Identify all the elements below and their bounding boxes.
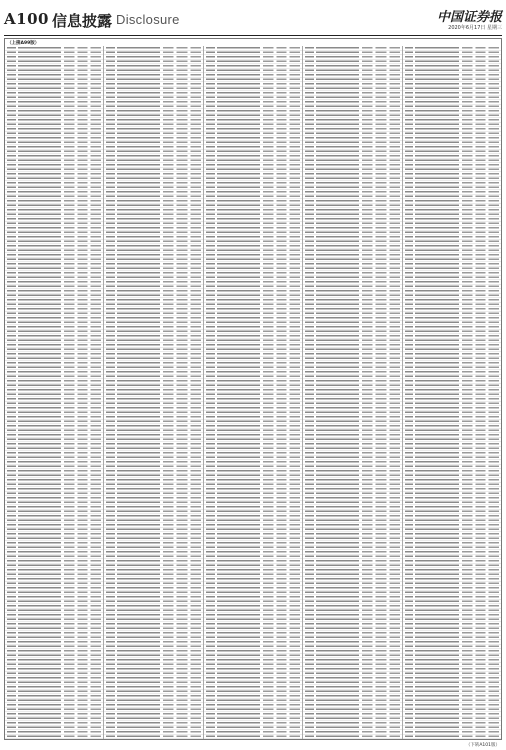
fund-codes xyxy=(206,46,215,739)
newspaper-logo: 中国证券报 xyxy=(436,10,502,25)
section-title-en: Disclosure xyxy=(116,12,180,27)
section-title-cn: 信息披露 xyxy=(52,12,113,30)
table-column xyxy=(402,46,501,739)
fund-names xyxy=(217,46,260,739)
header-rule xyxy=(4,35,502,36)
masthead xyxy=(4,4,502,34)
fund-values xyxy=(163,46,200,739)
fund-values xyxy=(64,46,101,739)
fund-names xyxy=(316,46,359,739)
continued-from-label: （上接A99版） xyxy=(7,41,40,46)
table-column xyxy=(302,46,401,739)
continued-to-label: （下转A101版） xyxy=(465,743,500,748)
fund-codes xyxy=(305,46,314,739)
fund-values xyxy=(462,46,499,739)
table-column xyxy=(103,46,202,739)
table-column xyxy=(5,46,103,739)
table-columns xyxy=(5,46,501,739)
disclosure-table xyxy=(4,38,502,740)
table-column xyxy=(203,46,302,739)
fund-codes xyxy=(7,46,16,739)
fund-names xyxy=(117,46,160,739)
page-code: A100 xyxy=(4,10,49,28)
fund-values xyxy=(362,46,399,739)
fund-values xyxy=(263,46,300,739)
fund-codes xyxy=(405,46,414,739)
fund-names xyxy=(18,46,61,739)
fund-codes xyxy=(106,46,115,739)
fund-names xyxy=(415,46,458,739)
issue-date: 2020年6月17日 星期三 xyxy=(448,25,502,31)
